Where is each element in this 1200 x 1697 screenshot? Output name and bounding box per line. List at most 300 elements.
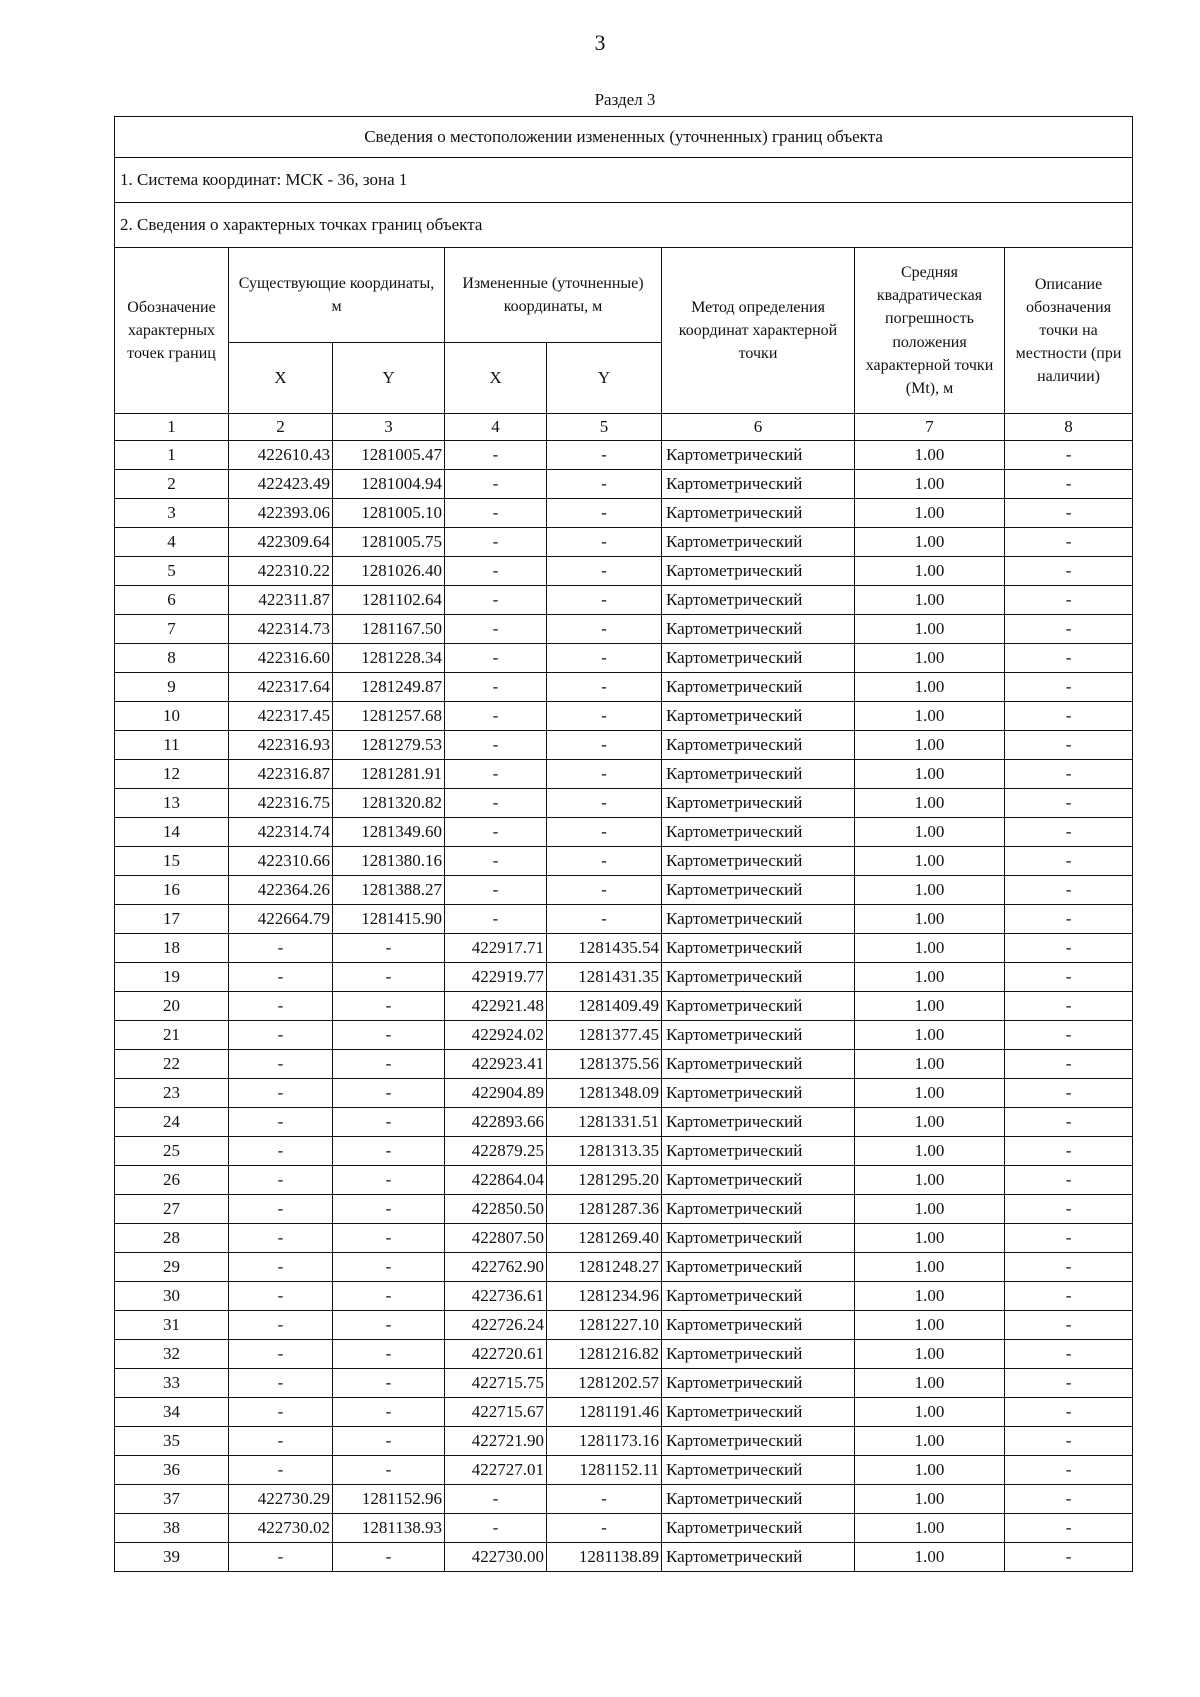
method-cell: Картометрический [662, 818, 855, 847]
point-number-cell: 5 [115, 557, 229, 586]
changed-x-cell: 422720.61 [445, 1340, 547, 1369]
changed-y-cell: 1281152.11 [547, 1456, 662, 1485]
table-row [115, 876, 1133, 905]
method-cell: Картометрический [662, 1311, 855, 1340]
mean-error-cell: 1.00 [855, 731, 1005, 760]
existing-y-cell: - [333, 1282, 445, 1311]
point-number-cell: 1 [115, 441, 229, 470]
existing-x-cell: 422316.75 [229, 789, 333, 818]
method-cell: Картометрический [662, 905, 855, 934]
changed-y-cell: 1281248.27 [547, 1253, 662, 1282]
changed-y-cell: 1281202.57 [547, 1369, 662, 1398]
existing-y-cell: - [333, 1108, 445, 1137]
column-number: 1 [115, 414, 229, 441]
changed-x-cell: 422921.48 [445, 992, 547, 1021]
existing-y-cell: 1281281.91 [333, 760, 445, 789]
column-number: 6 [662, 414, 855, 441]
table-row [115, 1543, 1133, 1572]
changed-y-cell: 1281313.35 [547, 1137, 662, 1166]
existing-x-cell: - [229, 1166, 333, 1195]
table-row [115, 1253, 1133, 1282]
point-number-cell: 30 [115, 1282, 229, 1311]
existing-y-cell: - [333, 1021, 445, 1050]
changed-y-cell: 1281348.09 [547, 1079, 662, 1108]
changed-x-cell: - [445, 644, 547, 673]
changed-y-cell: - [547, 557, 662, 586]
description-cell: - [1005, 1456, 1133, 1485]
point-number-cell: 24 [115, 1108, 229, 1137]
existing-x-cell: - [229, 1369, 333, 1398]
existing-x-cell: - [229, 1021, 333, 1050]
changed-x-cell: - [445, 470, 547, 499]
point-number-cell: 11 [115, 731, 229, 760]
existing-x-cell: 422610.43 [229, 441, 333, 470]
point-number-cell: 39 [115, 1543, 229, 1572]
existing-x-cell: 422664.79 [229, 905, 333, 934]
column-number: 5 [547, 414, 662, 441]
point-number-cell: 27 [115, 1195, 229, 1224]
method-cell: Картометрический [662, 499, 855, 528]
changed-y-cell: 1281227.10 [547, 1311, 662, 1340]
table-row [115, 1398, 1133, 1427]
column-numbers-row [115, 414, 1133, 441]
column-number: 8 [1005, 414, 1133, 441]
description-cell: - [1005, 702, 1133, 731]
existing-x-cell: - [229, 1195, 333, 1224]
description-cell: - [1005, 1485, 1133, 1514]
table-row [115, 615, 1133, 644]
changed-y-cell: - [547, 470, 662, 499]
existing-y-cell: - [333, 1456, 445, 1485]
mean-error-cell: 1.00 [855, 499, 1005, 528]
point-number-cell: 37 [115, 1485, 229, 1514]
mean-error-cell: 1.00 [855, 1369, 1005, 1398]
changed-y-cell: 1281173.16 [547, 1427, 662, 1456]
existing-y-cell: - [333, 1224, 445, 1253]
method-cell: Картометрический [662, 963, 855, 992]
mean-error-cell: 1.00 [855, 1195, 1005, 1224]
mean-error-cell: 1.00 [855, 1137, 1005, 1166]
method-cell: Картометрический [662, 615, 855, 644]
point-number-cell: 33 [115, 1369, 229, 1398]
changed-y-cell: 1281331.51 [547, 1108, 662, 1137]
changed-x-cell: 422807.50 [445, 1224, 547, 1253]
column-number: 7 [855, 414, 1005, 441]
method-cell: Картометрический [662, 789, 855, 818]
table-row [115, 1485, 1133, 1514]
point-number-cell: 10 [115, 702, 229, 731]
table-row [115, 499, 1133, 528]
changed-x-cell: - [445, 1514, 547, 1543]
table-row [115, 1079, 1133, 1108]
mean-error-cell: 1.00 [855, 1311, 1005, 1340]
point-number-cell: 4 [115, 528, 229, 557]
changed-x-cell: - [445, 499, 547, 528]
point-number-cell: 7 [115, 615, 229, 644]
table-row [115, 1311, 1133, 1340]
mean-error-cell: 1.00 [855, 1514, 1005, 1543]
header-method: Метод определения координат характерной точки [662, 248, 855, 414]
changed-x-cell: 422726.24 [445, 1311, 547, 1340]
point-number-cell: 3 [115, 499, 229, 528]
table-row [115, 1514, 1133, 1543]
existing-y-cell: 1281102.64 [333, 586, 445, 615]
changed-y-cell: 1281295.20 [547, 1166, 662, 1195]
changed-y-cell: - [547, 905, 662, 934]
table-row [115, 702, 1133, 731]
method-cell: Картометрический [662, 1108, 855, 1137]
changed-x-cell: 422904.89 [445, 1079, 547, 1108]
table-row [115, 1166, 1133, 1195]
table-row [115, 557, 1133, 586]
existing-y-cell: - [333, 1079, 445, 1108]
changed-y-cell: 1281287.36 [547, 1195, 662, 1224]
method-cell: Картометрический [662, 876, 855, 905]
header-changed-coordinates: Измененные (уточненные) координаты, м [445, 248, 662, 343]
method-cell: Картометрический [662, 528, 855, 557]
description-cell: - [1005, 1427, 1133, 1456]
method-cell: Картометрический [662, 1137, 855, 1166]
point-number-cell: 36 [115, 1456, 229, 1485]
existing-x-cell: 422730.02 [229, 1514, 333, 1543]
table-row [115, 1137, 1133, 1166]
table-row [115, 470, 1133, 499]
existing-x-cell: - [229, 1079, 333, 1108]
existing-y-cell: 1281152.96 [333, 1485, 445, 1514]
description-cell: - [1005, 1224, 1133, 1253]
table-row [115, 1369, 1133, 1398]
changed-y-cell: 1281138.89 [547, 1543, 662, 1572]
method-cell: Картометрический [662, 1079, 855, 1108]
method-cell: Картометрический [662, 1253, 855, 1282]
existing-x-cell: 422310.22 [229, 557, 333, 586]
existing-y-cell: 1281167.50 [333, 615, 445, 644]
mean-error-cell: 1.00 [855, 1166, 1005, 1195]
existing-y-cell: 1281005.47 [333, 441, 445, 470]
existing-y-cell: 1281005.10 [333, 499, 445, 528]
method-cell: Картометрический [662, 702, 855, 731]
table-body [115, 441, 1133, 1572]
description-cell: - [1005, 731, 1133, 760]
method-cell: Картометрический [662, 1340, 855, 1369]
existing-y-cell: - [333, 1427, 445, 1456]
changed-y-cell: - [547, 789, 662, 818]
changed-y-cell: - [547, 499, 662, 528]
mean-error-cell: 1.00 [855, 1543, 1005, 1572]
header-description: Описание обозначения точки на местности (при наличии) [1005, 248, 1133, 414]
point-number-cell: 9 [115, 673, 229, 702]
method-cell: Картометрический [662, 1514, 855, 1543]
changed-y-cell: 1281191.46 [547, 1398, 662, 1427]
point-number-cell: 19 [115, 963, 229, 992]
mean-error-cell: 1.00 [855, 1253, 1005, 1282]
description-cell: - [1005, 470, 1133, 499]
mean-error-cell: 1.00 [855, 644, 1005, 673]
existing-x-cell: - [229, 1253, 333, 1282]
method-cell: Картометрический [662, 1050, 855, 1079]
description-cell: - [1005, 1253, 1133, 1282]
header-existing-coordinates: Существующие координаты, м [229, 248, 445, 343]
changed-y-cell: 1281216.82 [547, 1340, 662, 1369]
method-cell: Картометрический [662, 1427, 855, 1456]
existing-y-cell: 1281228.34 [333, 644, 445, 673]
description-cell: - [1005, 557, 1133, 586]
point-number-cell: 38 [115, 1514, 229, 1543]
header-changed-y: Y [547, 343, 662, 414]
changed-x-cell: 422736.61 [445, 1282, 547, 1311]
existing-x-cell: - [229, 1282, 333, 1311]
existing-y-cell: 1281380.16 [333, 847, 445, 876]
description-cell: - [1005, 1369, 1133, 1398]
point-number-cell: 15 [115, 847, 229, 876]
changed-x-cell: 422919.77 [445, 963, 547, 992]
existing-x-cell: - [229, 1137, 333, 1166]
table-row [115, 441, 1133, 470]
mean-error-cell: 1.00 [855, 1050, 1005, 1079]
mean-error-cell: 1.00 [855, 1398, 1005, 1427]
changed-y-cell: 1281431.35 [547, 963, 662, 992]
existing-x-cell: 422314.74 [229, 818, 333, 847]
changed-y-cell: - [547, 644, 662, 673]
description-cell: - [1005, 1282, 1133, 1311]
description-cell: - [1005, 1514, 1133, 1543]
existing-x-cell: 422317.45 [229, 702, 333, 731]
changed-x-cell: - [445, 557, 547, 586]
changed-y-cell: 1281234.96 [547, 1282, 662, 1311]
description-cell: - [1005, 528, 1133, 557]
column-number: 2 [229, 414, 333, 441]
existing-x-cell: 422316.60 [229, 644, 333, 673]
existing-y-cell: - [333, 1369, 445, 1398]
existing-x-cell: 422314.73 [229, 615, 333, 644]
table-row [115, 1456, 1133, 1485]
existing-y-cell: - [333, 1166, 445, 1195]
existing-x-cell: 422317.64 [229, 673, 333, 702]
description-cell: - [1005, 1079, 1133, 1108]
changed-x-cell: 422850.50 [445, 1195, 547, 1224]
changed-x-cell: 422917.71 [445, 934, 547, 963]
method-cell: Картометрический [662, 934, 855, 963]
method-cell: Картометрический [662, 673, 855, 702]
mean-error-cell: 1.00 [855, 934, 1005, 963]
description-cell: - [1005, 934, 1133, 963]
changed-y-cell: - [547, 673, 662, 702]
header-changed-x: X [445, 343, 547, 414]
description-cell: - [1005, 760, 1133, 789]
mean-error-cell: 1.00 [855, 528, 1005, 557]
method-cell: Картометрический [662, 586, 855, 615]
changed-x-cell: 422864.04 [445, 1166, 547, 1195]
method-cell: Картометрический [662, 760, 855, 789]
table-row [115, 1050, 1133, 1079]
changed-y-cell: 1281435.54 [547, 934, 662, 963]
mean-error-cell: 1.00 [855, 1282, 1005, 1311]
changed-x-cell: - [445, 876, 547, 905]
mean-error-cell: 1.00 [855, 789, 1005, 818]
mean-error-cell: 1.00 [855, 673, 1005, 702]
method-cell: Картометрический [662, 1166, 855, 1195]
mean-error-cell: 1.00 [855, 760, 1005, 789]
mean-error-cell: 1.00 [855, 557, 1005, 586]
existing-x-cell: - [229, 1108, 333, 1137]
description-cell: - [1005, 1166, 1133, 1195]
existing-y-cell: - [333, 963, 445, 992]
description-cell: - [1005, 1195, 1133, 1224]
header-mean-error: Средняя квадратическая погрешность положения характерной точки (Mt), м [855, 248, 1005, 414]
changed-x-cell: - [445, 818, 547, 847]
description-cell: - [1005, 992, 1133, 1021]
existing-x-cell: 422311.87 [229, 586, 333, 615]
description-cell: - [1005, 905, 1133, 934]
existing-x-cell: - [229, 1456, 333, 1485]
method-cell: Картометрический [662, 847, 855, 876]
method-cell: Картометрический [662, 1021, 855, 1050]
existing-y-cell: 1281349.60 [333, 818, 445, 847]
table-row [115, 673, 1133, 702]
description-cell: - [1005, 1311, 1133, 1340]
changed-y-cell: - [547, 702, 662, 731]
point-number-cell: 28 [115, 1224, 229, 1253]
changed-y-cell: - [547, 818, 662, 847]
section-label: Раздел 3 [594, 90, 656, 109]
point-number-cell: 26 [115, 1166, 229, 1195]
description-cell: - [1005, 789, 1133, 818]
existing-y-cell: - [333, 1340, 445, 1369]
changed-y-cell: - [547, 1514, 662, 1543]
changed-y-cell: 1281409.49 [547, 992, 662, 1021]
method-cell: Картометрический [662, 470, 855, 499]
changed-x-cell: - [445, 905, 547, 934]
point-number-cell: 6 [115, 586, 229, 615]
point-number-cell: 31 [115, 1311, 229, 1340]
existing-y-cell: 1281026.40 [333, 557, 445, 586]
existing-y-cell: - [333, 992, 445, 1021]
table-row [115, 528, 1133, 557]
existing-y-cell: 1281388.27 [333, 876, 445, 905]
method-cell: Картометрический [662, 1456, 855, 1485]
existing-y-cell: - [333, 1137, 445, 1166]
point-number-cell: 12 [115, 760, 229, 789]
point-number-cell: 13 [115, 789, 229, 818]
existing-y-cell: - [333, 1543, 445, 1572]
mean-error-cell: 1.00 [855, 441, 1005, 470]
changed-x-cell: - [445, 673, 547, 702]
mean-error-cell: 1.00 [855, 1108, 1005, 1137]
existing-x-cell: 422423.49 [229, 470, 333, 499]
point-number-cell: 8 [115, 644, 229, 673]
existing-x-cell: 422393.06 [229, 499, 333, 528]
existing-x-cell: 422310.66 [229, 847, 333, 876]
existing-y-cell: 1281279.53 [333, 731, 445, 760]
changed-y-cell: - [547, 1485, 662, 1514]
description-cell: - [1005, 441, 1133, 470]
header-existing-y: Y [333, 343, 445, 414]
method-cell: Картометрический [662, 644, 855, 673]
mean-error-cell: 1.00 [855, 702, 1005, 731]
point-number-cell: 20 [115, 992, 229, 1021]
changed-y-cell: - [547, 876, 662, 905]
changed-x-cell: 422924.02 [445, 1021, 547, 1050]
description-cell: - [1005, 1340, 1133, 1369]
changed-y-cell: - [547, 615, 662, 644]
table-row [115, 1340, 1133, 1369]
table-row [115, 847, 1133, 876]
existing-x-cell: - [229, 1398, 333, 1427]
point-number-cell: 2 [115, 470, 229, 499]
method-cell: Картометрический [662, 1398, 855, 1427]
header-existing-x: X [229, 343, 333, 414]
existing-x-cell: 422730.29 [229, 1485, 333, 1514]
changed-x-cell: - [445, 441, 547, 470]
existing-x-cell: - [229, 1224, 333, 1253]
existing-x-cell: 422309.64 [229, 528, 333, 557]
changed-y-cell: - [547, 528, 662, 557]
description-cell: - [1005, 1137, 1133, 1166]
mean-error-cell: 1.00 [855, 905, 1005, 934]
changed-y-cell: - [547, 760, 662, 789]
point-number-cell: 16 [115, 876, 229, 905]
description-cell: - [1005, 1021, 1133, 1050]
existing-x-cell: 422316.87 [229, 760, 333, 789]
point-number-cell: 35 [115, 1427, 229, 1456]
description-cell: - [1005, 673, 1133, 702]
existing-y-cell: 1281257.68 [333, 702, 445, 731]
coordinates-table [114, 116, 1133, 1572]
table-row [115, 818, 1133, 847]
table-row [115, 1224, 1133, 1253]
existing-y-cell: - [333, 934, 445, 963]
table-row [115, 963, 1133, 992]
description-cell: - [1005, 1543, 1133, 1572]
point-number-cell: 29 [115, 1253, 229, 1282]
changed-x-cell: - [445, 586, 547, 615]
changed-y-cell: - [547, 586, 662, 615]
changed-x-cell: 422727.01 [445, 1456, 547, 1485]
point-number-cell: 21 [115, 1021, 229, 1050]
changed-x-cell: - [445, 702, 547, 731]
description-cell: - [1005, 1398, 1133, 1427]
description-cell: - [1005, 818, 1133, 847]
point-number-cell: 32 [115, 1340, 229, 1369]
mean-error-cell: 1.00 [855, 1427, 1005, 1456]
table-title: Сведения о местоположении измененных (уточненных) границ объекта [115, 117, 1133, 158]
changed-x-cell: 422879.25 [445, 1137, 547, 1166]
existing-y-cell: - [333, 1398, 445, 1427]
changed-y-cell: 1281375.56 [547, 1050, 662, 1079]
changed-y-cell: - [547, 731, 662, 760]
column-number: 3 [333, 414, 445, 441]
changed-x-cell: 422923.41 [445, 1050, 547, 1079]
column-number: 4 [445, 414, 547, 441]
existing-x-cell: - [229, 1427, 333, 1456]
existing-x-cell: - [229, 1311, 333, 1340]
existing-y-cell: - [333, 1311, 445, 1340]
table-row [115, 992, 1133, 1021]
method-cell: Картометрический [662, 1195, 855, 1224]
mean-error-cell: 1.00 [855, 1224, 1005, 1253]
existing-y-cell: - [333, 1253, 445, 1282]
existing-y-cell: - [333, 1050, 445, 1079]
changed-x-cell: 422762.90 [445, 1253, 547, 1282]
description-cell: - [1005, 1108, 1133, 1137]
changed-x-cell: - [445, 789, 547, 818]
method-cell: Картометрический [662, 731, 855, 760]
table-row [115, 1108, 1133, 1137]
description-cell: - [1005, 615, 1133, 644]
changed-x-cell: 422715.67 [445, 1398, 547, 1427]
point-number-cell: 23 [115, 1079, 229, 1108]
mean-error-cell: 1.00 [855, 615, 1005, 644]
